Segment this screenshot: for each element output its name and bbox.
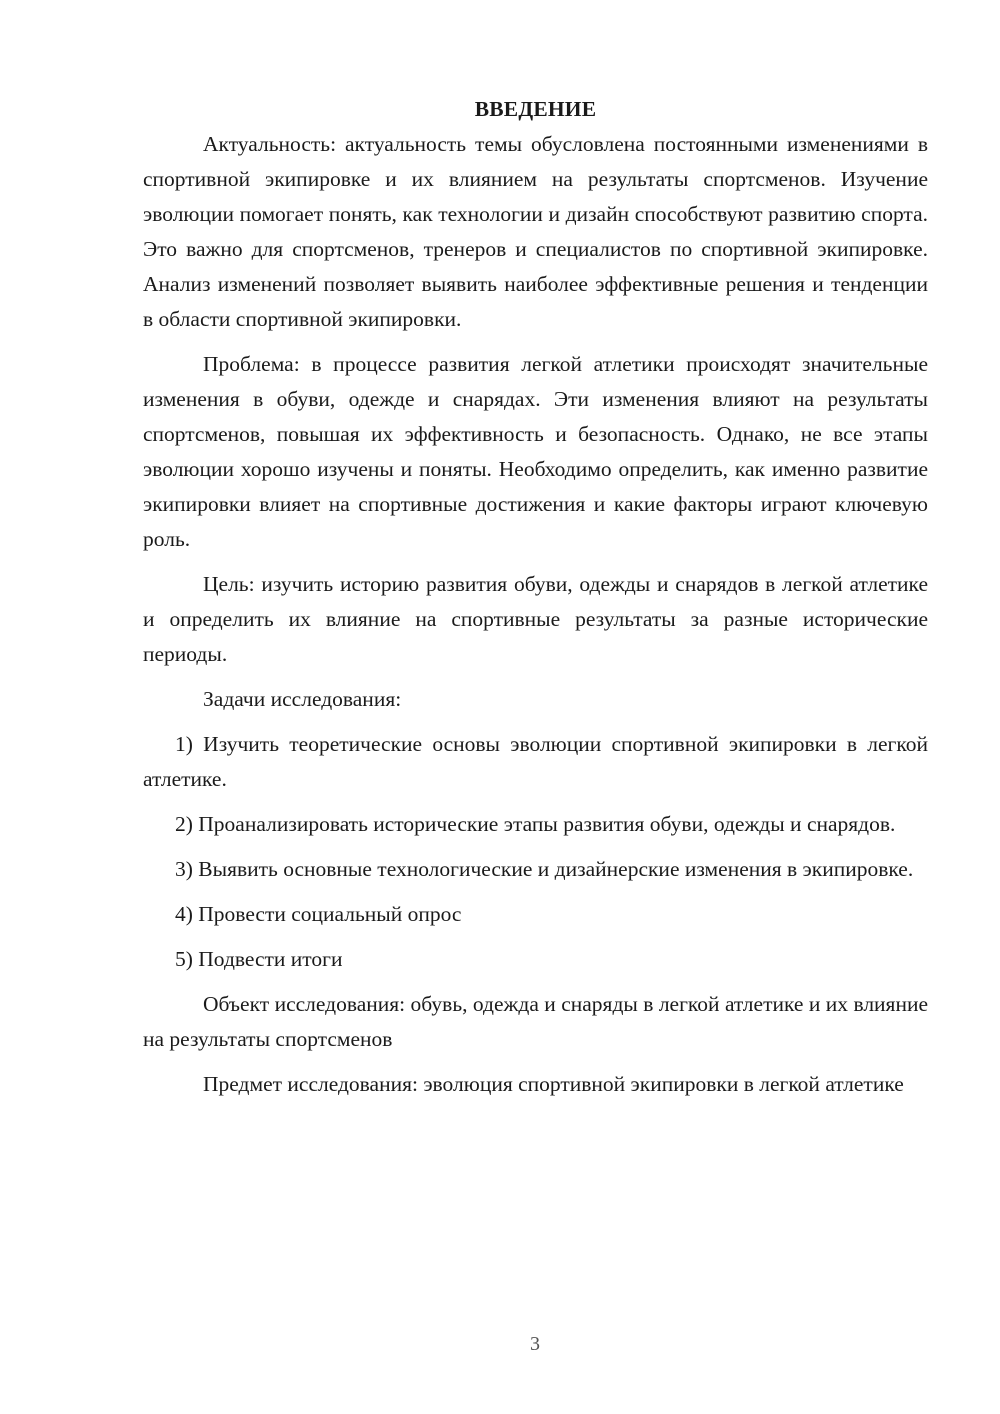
task-item-1: 1) Изучить теоретические основы эволюции спортивной экипировки в легкой атлетике. [143, 732, 928, 791]
task-item-2: 2) Проанализировать исторические этапы развития обуви, одежды и снарядов. [175, 812, 896, 836]
paragraph-object: Объект исследования: обувь, одежда и снаряды в легкой атлетике и их влияние на результаты спортсменов [143, 992, 928, 1051]
paragraph-subject: Предмет исследования: эволюция спортивной экипировки в легкой атлетике [203, 1072, 904, 1096]
section-heading: ВВЕДЕНИЕ [474, 97, 597, 121]
paragraph-tasks-heading: Задачи исследования: [203, 687, 402, 711]
task-item-5: 5) Подвести итоги [175, 947, 343, 971]
paragraph-problem: Проблема: в процессе развития легкой атлетики происходят значительные изменения в обуви, одежде и снарядах. Эти изменения влияют на результаты спортсменов, повышая их эффективность и безопасность. Однако, не все этапы эволюции хорошо изучены и поняты. Необходимо определить, как именно развитие экипировки влияет на спортивные достижения и какие факторы играют ключевую роль. [143, 352, 928, 551]
task-item-3: 3) Выявить основные технологические и дизайнерские изменения в экипировке. [175, 857, 914, 881]
paragraph-goal: Цель: изучить историю развития обуви, одежды и снарядов в легкой атлетике и определить их влияние на спортивные результаты за разные исторические периоды. [143, 572, 928, 666]
page-number: 3 [530, 1333, 540, 1355]
paragraph-relevance: Актуальность: актуальность темы обусловлена постоянными изменениями в спортивной экипировке и их влиянием на результаты спортсменов. Изучение эволюции помогает понять, как технологии и дизайн способствуют развитию спорта. Это важно для спортсменов, тренеров и специалистов по спортивной экипировке. Анализ изменений позволяет выявить наиболее эффективные решения и тенденции в области спортивной экипировки. [143, 132, 928, 331]
page-content [143, 92, 928, 1112]
task-item-4: 4) Провести социальный опрос [175, 902, 462, 926]
